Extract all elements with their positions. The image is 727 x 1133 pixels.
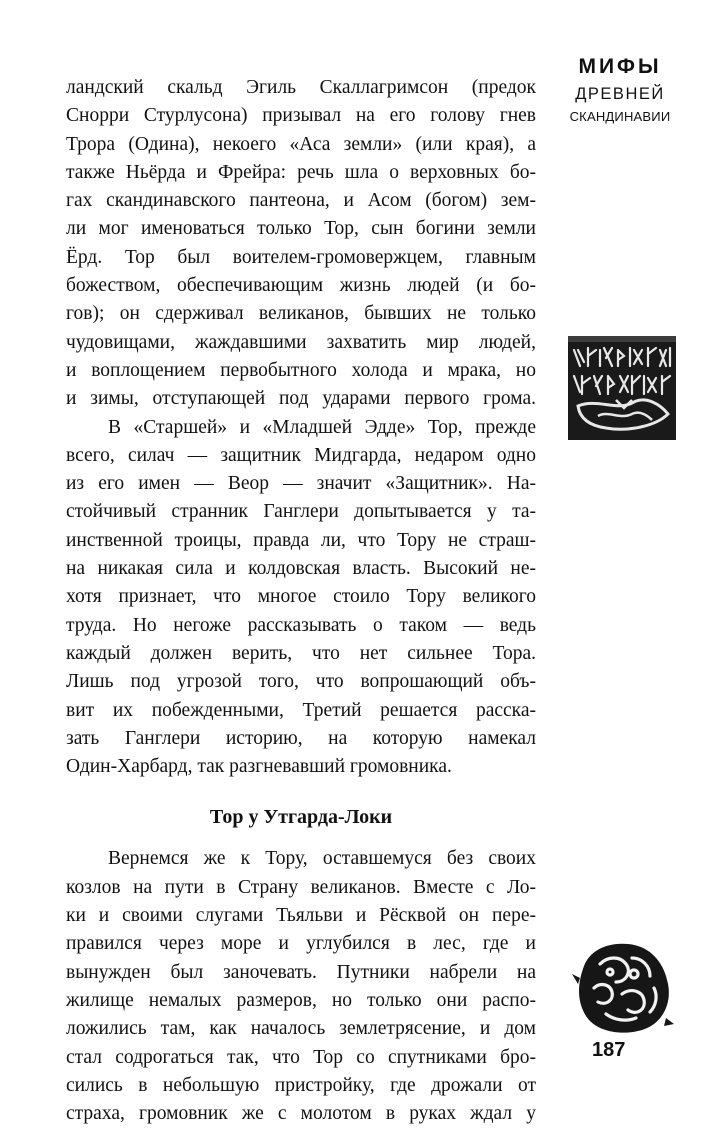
text-line: жилище немалых размеров, но только они распо- [66, 989, 536, 1011]
text-line: чудовищами, жаждавшими захватить мир людей, [66, 331, 536, 353]
text-line: и воплощением первобытного холода и мрака, но [66, 359, 536, 381]
text-line: ложились там, как началось землетрясение, и дом [66, 1018, 536, 1040]
text-line: вит их побежденными, Третий решается расска- [66, 699, 536, 721]
text-line: ли мог именоваться только Тор, сын богини земли [66, 218, 536, 240]
text-line: ки и своими слугами Тьяльви и Рёсквой он пере- [66, 905, 536, 927]
running-head-title: МИФЫ [578, 55, 662, 78]
page-number: 187 [592, 1039, 626, 1061]
text-line: каждый должен верить, что нет сильнее Тора. [66, 642, 536, 664]
text-line: хотя признает, что многое стоило Тору великого [66, 586, 536, 608]
round-ornament-image [570, 938, 676, 1038]
text-line: также Ньёрда и Фрейра: речь шла о верховных бо- [66, 161, 536, 183]
text-line: В «Старшей» и «Младшей Эдде» Тор, прежде [108, 416, 536, 438]
text-line: всего, силач — защитник Мидгарда, недаром одно [66, 444, 536, 466]
text-line: страха, громовник же с молотом в руках ждал у [66, 1103, 536, 1125]
text-line: труда. Но негоже рассказывать о таком — ведь [66, 614, 536, 636]
text-line: гов); он сдерживал великанов, бывших не только [66, 303, 536, 325]
text-line: стойчивый странник Ганглери допытывается у та- [66, 501, 536, 523]
text-line: сились в небольшую пристройку, где дрожали от [66, 1074, 536, 1096]
text-line: Лишь под угрозой того, что вопрошающий объ- [66, 671, 536, 693]
text-line: Вернемся же к Тору, оставшемуся без своих [108, 848, 536, 870]
running-head-subtitle-2: СКАНДИНАВИИ [569, 109, 671, 124]
text-line: из его имен — Веор — значит «Защитник». На- [66, 473, 536, 495]
text-line: ландский скальд Эгиль Скаллагримсон (предок [66, 77, 536, 98]
text-line: зать Ганглери историю, на которую намекал [66, 727, 536, 749]
text-line: гах скандинавского пантеона, и Асом (богом) зем- [66, 190, 536, 212]
running-head [565, 52, 675, 128]
text-line: стал содрогаться так, что Тор со спутниками бро- [66, 1046, 536, 1068]
text-line: на никакая сила и колдовская власть. Высокий не- [66, 558, 536, 580]
text-line: Один-Харбард, так разгневавший громовника. [66, 756, 452, 778]
running-head-subtitle: ДРЕВНЕЙ [575, 85, 665, 103]
text-line: Снорри Стурлусона) призывал на его голову гнев [66, 105, 536, 127]
text-line: и зимы, отступающей под ударами первого грома. [66, 388, 536, 410]
text-line: инственной троицы, правда ли, что Тору не страш- [66, 529, 536, 551]
section-heading: Тор у Утгарда-Локи [209, 806, 393, 829]
text-line: правился через море и углубился в лес, где и [66, 933, 536, 955]
main-text [66, 74, 536, 1128]
text-line: Трора (Одина), некоего «Аса земли» (или края), а [66, 133, 536, 155]
runestone-fragment-image [568, 336, 676, 440]
text-line: Ёрд. Тор был воителем-громовержцем, главным [66, 246, 536, 268]
paragraph-1 [66, 74, 536, 414]
text-line: козлов на пути в Страну великанов. Вместе с Ло- [66, 876, 536, 898]
text-line: божеством, обеспечивающим жизнь людей (и бо- [66, 275, 536, 297]
text-line: вынужден был заночевать. Путники набрели на [66, 961, 536, 983]
paragraph-2 [66, 414, 536, 782]
paragraph-3 [66, 845, 536, 1128]
